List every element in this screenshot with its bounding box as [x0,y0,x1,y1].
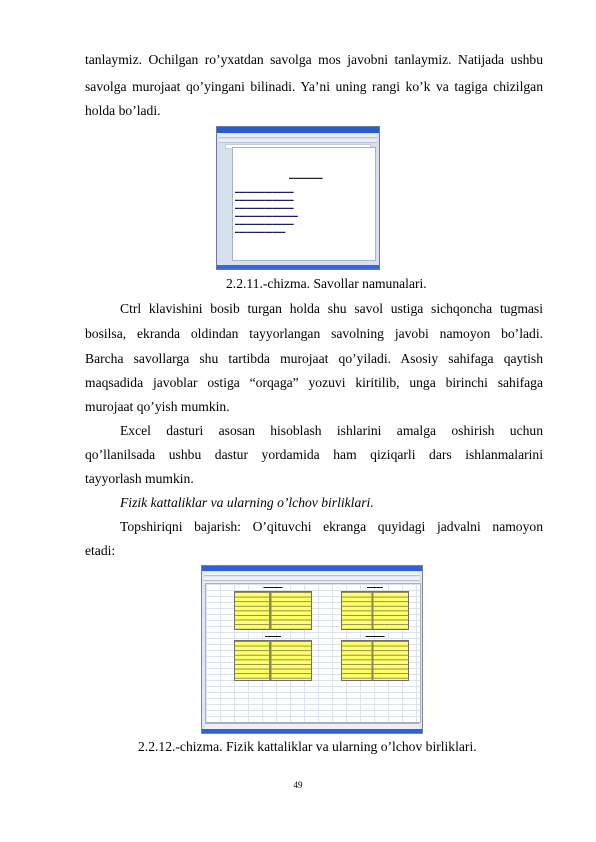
paragraph-2-line-4: maqsadida javoblar ostiga “orqaga” yozuvi kiritilib, unga birinchi sahifaga [85,375,543,390]
section-heading-italic: Fizik kattaliklar va ularning o’lchov birliklari. [120,495,374,510]
page-number: 49 [293,780,303,790]
screenshot-text-line: ▬▬▬▬▬▬▬▬▬▬▬▬▬▬▬ [235,213,298,218]
table-header: ▬▬▬▬▬ [367,585,383,589]
yellow-table-top-left [234,585,312,630]
word-screenshot-figure [216,126,380,270]
figure-caption-1: 2.2.11.-chizma. Savollar namunalari. [226,276,427,291]
spreadsheet-grid [205,583,421,723]
toolbar [219,134,377,138]
paragraph-3-line-3: tayyorlash mumkin. [85,471,194,486]
paragraph-2-line-2: bosilsa, ekranda oldindan tayyorlangan savolning javobi namoyon bo’ladi. [85,326,543,341]
paragraph-5-line-1: Topshiriqni bajarish: O’qituvchi ekranga quyidagi jadvalni namoyon [120,519,543,534]
paragraph-2-line-1: Ctrl klavishini bosib turgan holda shu savol ustiga sichqoncha tugmasi [120,301,543,316]
table-header: ▬▬▬▬▬ [265,634,281,638]
screenshot-text-line: ▬▬▬▬▬▬▬▬▬▬▬▬ [235,229,286,234]
toolbar [219,139,377,143]
table-cells [234,591,312,630]
window-titlebar [202,566,422,571]
table-header: ▬▬▬▬▬▬ [263,585,283,589]
yellow-table-top-right [341,585,409,630]
excel-screenshot-figure [201,565,423,734]
taskbar [217,265,379,269]
paragraph-1-line-1: tanlaymiz. Ochilgan ro’yxatdan savolga mos javobni tanlaymiz. Natijada ushbu [85,52,543,67]
table-cells [341,640,409,681]
table-header: ▬▬▬▬▬▬ [365,634,385,638]
paragraph-2-line-5: murojaat qo’yish mumkin. [85,399,230,414]
screenshot-text-line: ▬▬▬▬▬▬▬▬▬▬▬▬▬▬ [235,189,294,194]
toolbar [204,572,420,576]
toolbar [204,577,420,581]
paragraph-1-line-3: holda bo’ladi. [85,103,161,118]
taskbar [202,729,422,733]
screenshot-text-line: ▬▬▬▬▬▬▬▬▬▬▬▬▬▬ [235,205,294,210]
yellow-table-bottom-left [234,634,312,681]
screenshot-text-line: ▬▬▬▬▬▬▬▬ [289,175,323,180]
table-cells [341,591,409,630]
paragraph-3-line-2: qo’llanilsada ushbu dastur yordamida ham qiziqarli dars ishlanmalarini [85,447,543,462]
figure-caption-2: 2.2.12.-chizma. Fizik kattaliklar va ularning o’lchov birliklari. [138,739,477,754]
document-page [232,147,376,261]
paragraph-5-line-2: etadi: [85,543,116,558]
paragraph-2-line-3: Barcha savollarga shu tartibda murojaat qo’yiladi. Asosiy sahifaga qaytish [85,351,543,366]
paragraph-3-line-1: Excel dasturi asosan hisoblash ishlarini amalga oshirish uchun [120,423,543,438]
yellow-table-bottom-right [341,634,409,681]
screenshot-text-line: ▬▬▬▬▬▬▬▬▬▬▬▬▬▬ [235,197,294,202]
table-cells [234,640,312,681]
screenshot-text-line: ▬▬▬▬▬▬▬▬▬▬▬▬▬▬ [235,221,294,226]
paragraph-1-line-2: savolga murojaat qo’yingani bilinadi. Ya’ni uning rangi ko’k va tagiga chizilgan [85,79,543,94]
window-titlebar [217,127,379,133]
